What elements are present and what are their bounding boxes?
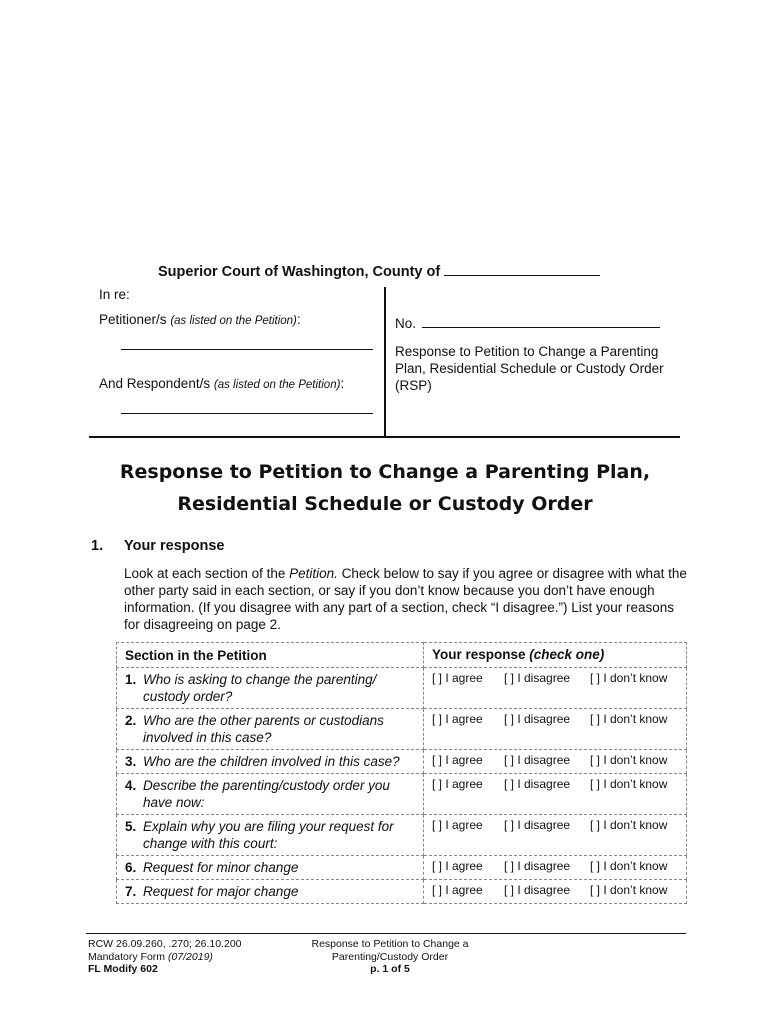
footer-mandatory-label: Mandatory Form: [88, 950, 168, 963]
court-heading: [158, 261, 600, 280]
table-row: [117, 709, 687, 750]
option-agree[interactable]: [ ] I agree: [432, 818, 483, 832]
row-question: [117, 750, 424, 774]
row-question: [117, 668, 424, 709]
option-dont-know[interactable]: [ ] I don’t know: [590, 777, 668, 791]
row-text: Describe the parenting/custody order you have now:: [143, 778, 390, 810]
footer-rule: [86, 933, 686, 934]
table-row: [117, 774, 687, 815]
row-number: 7.: [125, 884, 137, 899]
case-number: [395, 313, 660, 332]
page-title-line2: Residential Schedule or Custody Order: [177, 493, 593, 515]
col-response-note: (check one): [529, 647, 605, 662]
respondent-label-text: And Respondent/s: [99, 376, 211, 391]
table-row: [117, 815, 687, 856]
row-question: [117, 774, 424, 815]
option-disagree[interactable]: [ ] I disagree: [504, 753, 571, 767]
footer-left: [88, 938, 242, 976]
row-options: [424, 709, 687, 750]
case-number-label: No.: [395, 316, 417, 331]
caption-bottom-rule: [89, 436, 680, 438]
option-dont-know[interactable]: [ ] I don’t know: [590, 883, 668, 897]
row-text: Explain why you are filing your request for change with this court:: [143, 819, 394, 851]
row-question: [117, 880, 424, 904]
row-text: Who is asking to change the parenting/ custody order?: [143, 672, 377, 704]
respondent-name-line[interactable]: [121, 413, 373, 414]
table-row: [117, 856, 687, 880]
col-response-header: [424, 643, 687, 668]
row-options: [424, 750, 687, 774]
option-dont-know[interactable]: [ ] I don’t know: [590, 818, 668, 832]
petitioner-name-line[interactable]: [121, 349, 373, 350]
footer-mandatory: [88, 951, 242, 964]
row-question: [117, 856, 424, 880]
row-options: [424, 815, 687, 856]
respondent-note: (as listed on the Petition): [213, 379, 341, 391]
respondent-label: [99, 376, 344, 391]
county-blank[interactable]: [444, 261, 600, 276]
row-question: [117, 815, 424, 856]
row-number: 5.: [125, 819, 137, 834]
option-disagree[interactable]: [ ] I disagree: [504, 777, 571, 791]
petitioner-label-text: Petitioner/s: [99, 312, 167, 327]
page-title-line1: Response to Petition to Change a Parenting Plan,: [119, 461, 651, 483]
instructions-part-a: Look at each section of the: [124, 566, 290, 581]
response-table: [116, 642, 687, 904]
col-response-label: Your response: [432, 647, 530, 662]
case-number-blank[interactable]: [422, 313, 660, 328]
section-instructions: [124, 565, 689, 633]
row-number: 3.: [125, 754, 137, 769]
footer-form-id: FL Modify 602: [88, 963, 158, 975]
row-options: [424, 668, 687, 709]
option-dont-know[interactable]: [ ] I don’t know: [590, 712, 668, 726]
option-agree[interactable]: [ ] I agree: [432, 753, 483, 767]
petitioner-note: (as listed on the Petition): [170, 315, 297, 327]
footer-mid-line1: Response to Petition to Change a: [311, 938, 469, 950]
row-text: Request for minor change: [143, 860, 299, 875]
caption-doc-title-line1: Response to Petition to Change a Parenting: [395, 344, 659, 359]
option-agree[interactable]: [ ] I agree: [432, 859, 483, 873]
court-heading-text: Superior Court of Washington, County of: [158, 264, 441, 280]
row-number: 6.: [125, 860, 137, 875]
option-disagree[interactable]: [ ] I disagree: [504, 818, 571, 832]
caption-doc-code: (RSP): [395, 378, 432, 393]
option-dont-know[interactable]: [ ] I don’t know: [590, 671, 668, 685]
caption-doc-title: [395, 343, 664, 394]
footer-page: p. 1 of 5: [370, 963, 410, 975]
option-agree[interactable]: [ ] I agree: [432, 671, 483, 685]
table-row: [117, 750, 687, 774]
petitioner-label: [99, 312, 301, 327]
option-agree[interactable]: [ ] I agree: [432, 712, 483, 726]
option-dont-know[interactable]: [ ] I don’t know: [590, 859, 668, 873]
footer-middle: [290, 938, 490, 976]
row-number: 1.: [125, 672, 137, 687]
option-disagree[interactable]: [ ] I disagree: [504, 712, 571, 726]
row-number: 4.: [125, 778, 137, 793]
option-disagree[interactable]: [ ] I disagree: [504, 671, 571, 685]
instructions-part-c: Check below to say if you agree or disagree with what the other party said in each section, or say if you don’t know because you don’t have enough information. (If you disagree with any part of a section, check “I disagree.”) List your reasons for disagreeing on page 2.: [124, 566, 687, 632]
instructions-part-b: Petition.: [289, 566, 338, 581]
row-text: Who are the children involved in this case?: [143, 754, 400, 769]
option-disagree[interactable]: [ ] I disagree: [504, 883, 571, 897]
row-text: Request for major change: [143, 884, 299, 899]
caption-divider: [384, 287, 386, 437]
row-question: [117, 709, 424, 750]
row-number: 2.: [125, 713, 137, 728]
section-number: 1.: [91, 538, 104, 554]
option-agree[interactable]: [ ] I agree: [432, 883, 483, 897]
table-header-row: [117, 643, 687, 668]
option-agree[interactable]: [ ] I agree: [432, 777, 483, 791]
row-options: [424, 880, 687, 904]
caption-doc-title-line2: Plan, Residential Schedule or Custody Order: [395, 361, 664, 376]
section-heading: Your response: [124, 538, 225, 554]
col-section-header: Section in the Petition: [117, 643, 424, 668]
footer-rcw: RCW 26.09.260, .270; 26.10.200: [88, 938, 242, 950]
option-disagree[interactable]: [ ] I disagree: [504, 859, 571, 873]
footer-mid-line2: Parenting/Custody Order: [331, 950, 449, 963]
row-options: [424, 774, 687, 815]
footer-mandatory-date: (07/2019): [167, 950, 213, 963]
row-options: [424, 856, 687, 880]
table-row: [117, 668, 687, 709]
row-text: Who are the other parents or custodians involved in this case?: [143, 713, 384, 745]
respondent-colon: :: [340, 376, 345, 391]
page-title: [0, 456, 770, 520]
table-row: [117, 880, 687, 904]
in-re-label: In re:: [99, 287, 130, 302]
option-dont-know[interactable]: [ ] I don’t know: [590, 753, 668, 767]
petitioner-colon: :: [296, 312, 301, 327]
